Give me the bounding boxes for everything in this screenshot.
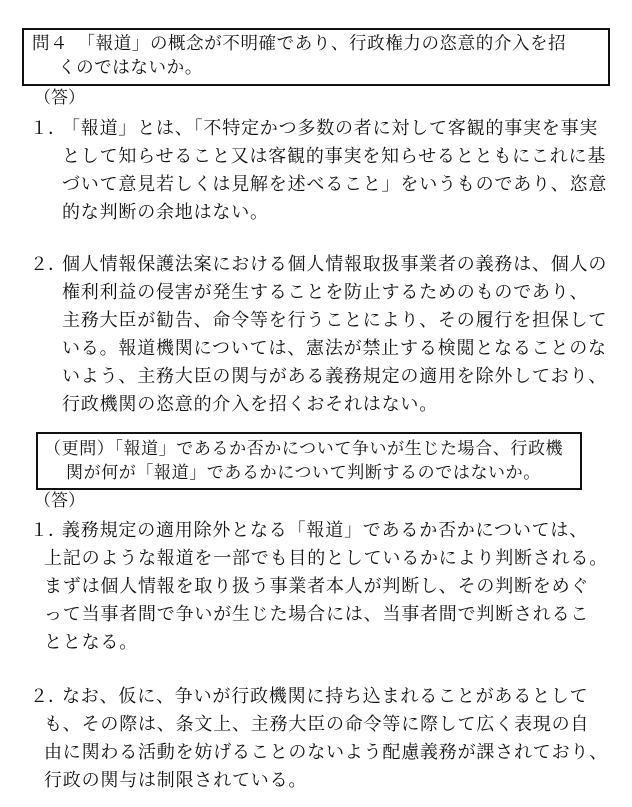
answer-text-line: いる。報道機関については、憲法が禁止する検閲となることのな <box>62 338 607 359</box>
answer-text-line: 「報道」とは、「不特定かつ多数の者に対して客観的事実を事実 <box>62 118 599 139</box>
item-number: １． <box>30 118 66 139</box>
answer-text-line: として知らせること又は客観的事実を知らせるとともにこれに基 <box>62 146 607 167</box>
answer-text-line: 上記のような報道を一部でも目的としているかにより判断される。 <box>44 548 608 569</box>
answer-text-line: 権利利益の侵害が発生することを防止するためのものであり、 <box>62 282 589 303</box>
item-number: １． <box>30 520 66 541</box>
answer-text-line: いよう、主務大臣の関与がある義務規定の適用を除外しており、 <box>62 366 608 387</box>
answer-text-line: づいて意見若しくは見解を述べること」をいうものであり、恣意 <box>62 174 608 195</box>
answer-text-line: 由に関わる活動を妨げることのないよう配慮義務が課されており、 <box>44 742 608 763</box>
item-number: ２． <box>30 686 66 707</box>
answer-text-line: まずは個人情報を取り扱う事業者本人が判断し、その判断をめぐ <box>44 576 590 597</box>
question-line-1: 問４ 「報道」の概念が不明確であり、行政権力の恣意的介入を招 <box>32 34 567 54</box>
followup-line-2: 関が何が「報道」であるかについて判断するのではないか。 <box>66 463 541 483</box>
answer-text-line: 主務大臣が勧告、命令等を行うことにより、その履行を担保して <box>62 310 608 331</box>
answer-text-line: 行政機関の恣意的介入を招くおそれはない。 <box>62 394 438 415</box>
question-box <box>22 28 610 86</box>
answer-text-line: 的な判断の余地はない。 <box>62 202 269 223</box>
followup-line-1: （更問）「報道」であるか否かについて争いが生じた場合、行政機 <box>44 439 564 459</box>
answer-text-line: 個人情報保護法案における個人情報取扱事業者の義務は、個人の <box>62 254 608 275</box>
answer-text-line: って当事者間で争いが生じた場合には、当事者間で判断されるこ <box>44 604 590 625</box>
answer-text-line: 行政の関与は制限されている。 <box>44 770 308 791</box>
answer-text-line: なお、仮に、争いが行政機関に持ち込まれることがあるとして <box>62 686 589 707</box>
answer-label: （答） <box>34 491 85 511</box>
item-number: ２． <box>30 254 66 275</box>
followup-question-box <box>36 432 582 490</box>
question-line-2: くのではないか。 <box>58 58 203 78</box>
answer-text-line: ととなる。 <box>44 632 138 653</box>
answer-text-line: 義務規定の適用除外となる「報道」であるか否かについては、 <box>62 520 589 541</box>
answer-label: （答） <box>34 88 85 108</box>
answer-text-line: も、その際は、条文上、主務大臣の命令等に際して広く表現の自 <box>44 714 590 735</box>
